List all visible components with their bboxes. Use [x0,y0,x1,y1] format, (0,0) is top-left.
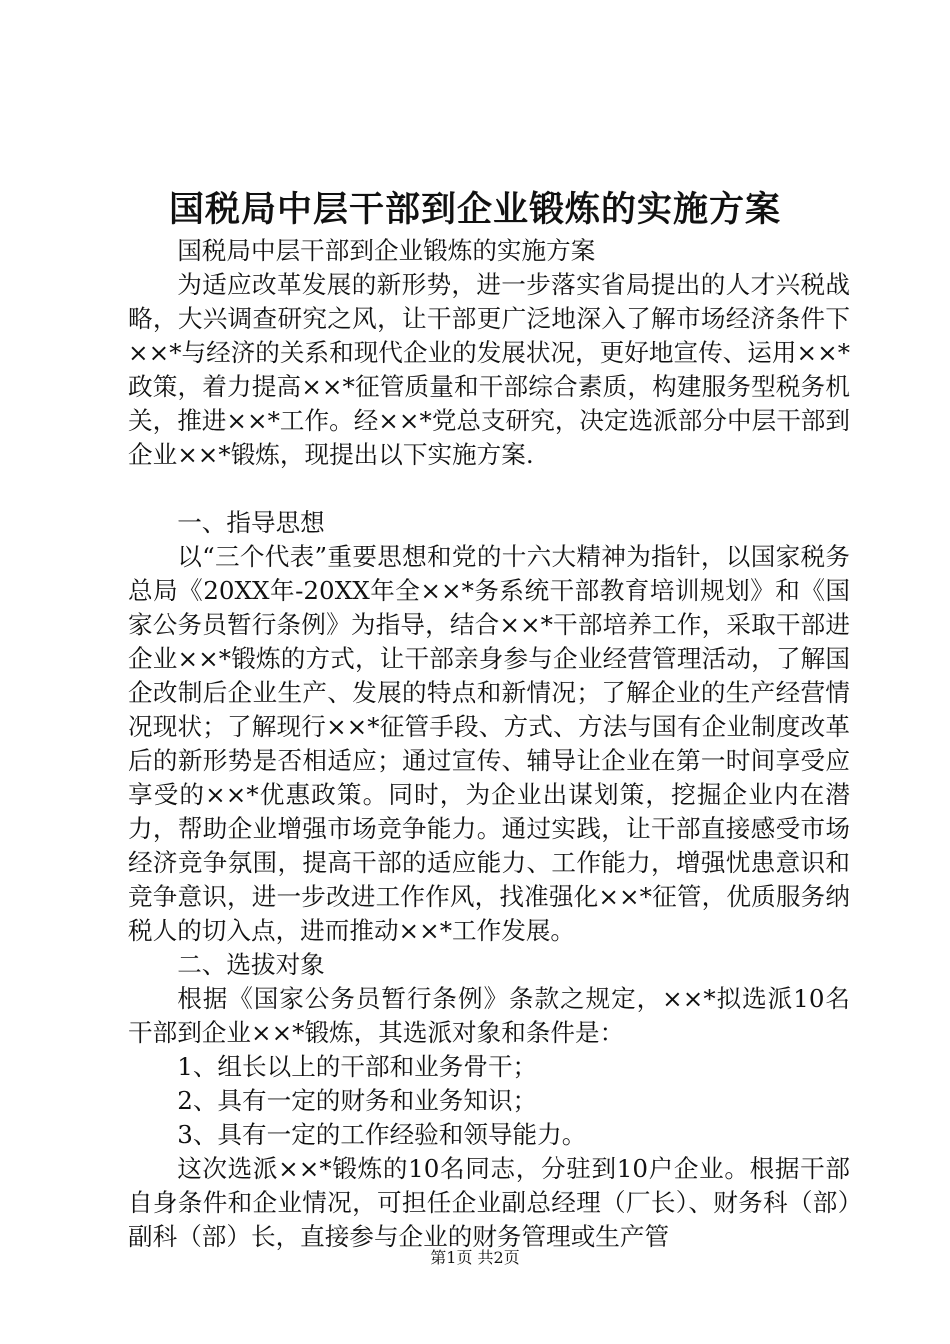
list-item: 3、具有一定的工作经验和领导能力。 [177,1120,587,1149]
page-footer: 第1页 共2页 [430,1248,520,1267]
intro-paragraph: 为适应改革发展的新形势，进一步落实省局提出的人才兴税战略，大兴调查研究之风，让干部更广泛地深入了解市场经济条件下××*与经济的关系和现代企业的发展状况，更好地宣传、运用××*政策，着力提高××*征管质量和干部综合素质，构建服务型税务机关，推进××*工作。经××*党总支研究，决定选派部分中层干部到企业××*锻炼，现提出以下实施方案. [128,270,850,469]
paragraph-spacer [128,472,850,506]
section-heading-guiding-thought: 一、指导思想 [177,508,325,537]
list-item: 2、具有一定的财务和业务知识； [177,1086,538,1115]
guiding-thought-paragraph: 以“三个代表”重要思想和党的十六大精神为指针，以国家税务总局《20XX年-20XX年全××*务系统干部教育培训规划》和《国家公务员暂行条例》为指导，结合××*干部培养工作，采取干部进企业××*锻炼的方式，让干部亲身参与企业经营管理活动，了解国企改制后企业生产、发展的特点和新情况；了解企业的生产经营情况现状；了解现行××*征管手段、方式、方法与国有企业制度改革后的新形势是否相适应；通过宣传、辅导让企业在第一时间享受应享受的××*优惠政策。同时，为企业出谋划策，挖掘企业内在潜力，帮助企业增强市场竞争能力。通过实践，让干部直接感受市场经济竞争氛围，提高干部的适应能力、工作能力，增强忧患意识和竞争意识，进一步改进工作作风，找准强化××*征管，优质服务纳税人的切入点，进而推动××*工作发展。 [128,542,850,945]
list-item: 1、组长以上的干部和业务骨干； [177,1052,538,1081]
section-heading-selection: 二、选拔对象 [177,950,325,979]
document-title: 国税局中层干部到企业锻炼的实施方案 [168,189,781,230]
assignment-paragraph: 这次选派××*锻炼的10名同志，分驻到10户企业。根据干部自身条件和企业情况，可担任企业副总经理（厂长）、财务科（部）副科（部）长，直接参与企业的财务管理或生产管 [128,1154,850,1251]
document-body [128,234,850,1254]
selection-paragraph: 根据《国家公务员暂行条例》条款之规定，××*拟选派10名干部到企业××*锻炼，其选派对象和条件是： [128,984,850,1047]
subtitle-paragraph: 国税局中层干部到企业锻炼的实施方案 [177,236,596,265]
